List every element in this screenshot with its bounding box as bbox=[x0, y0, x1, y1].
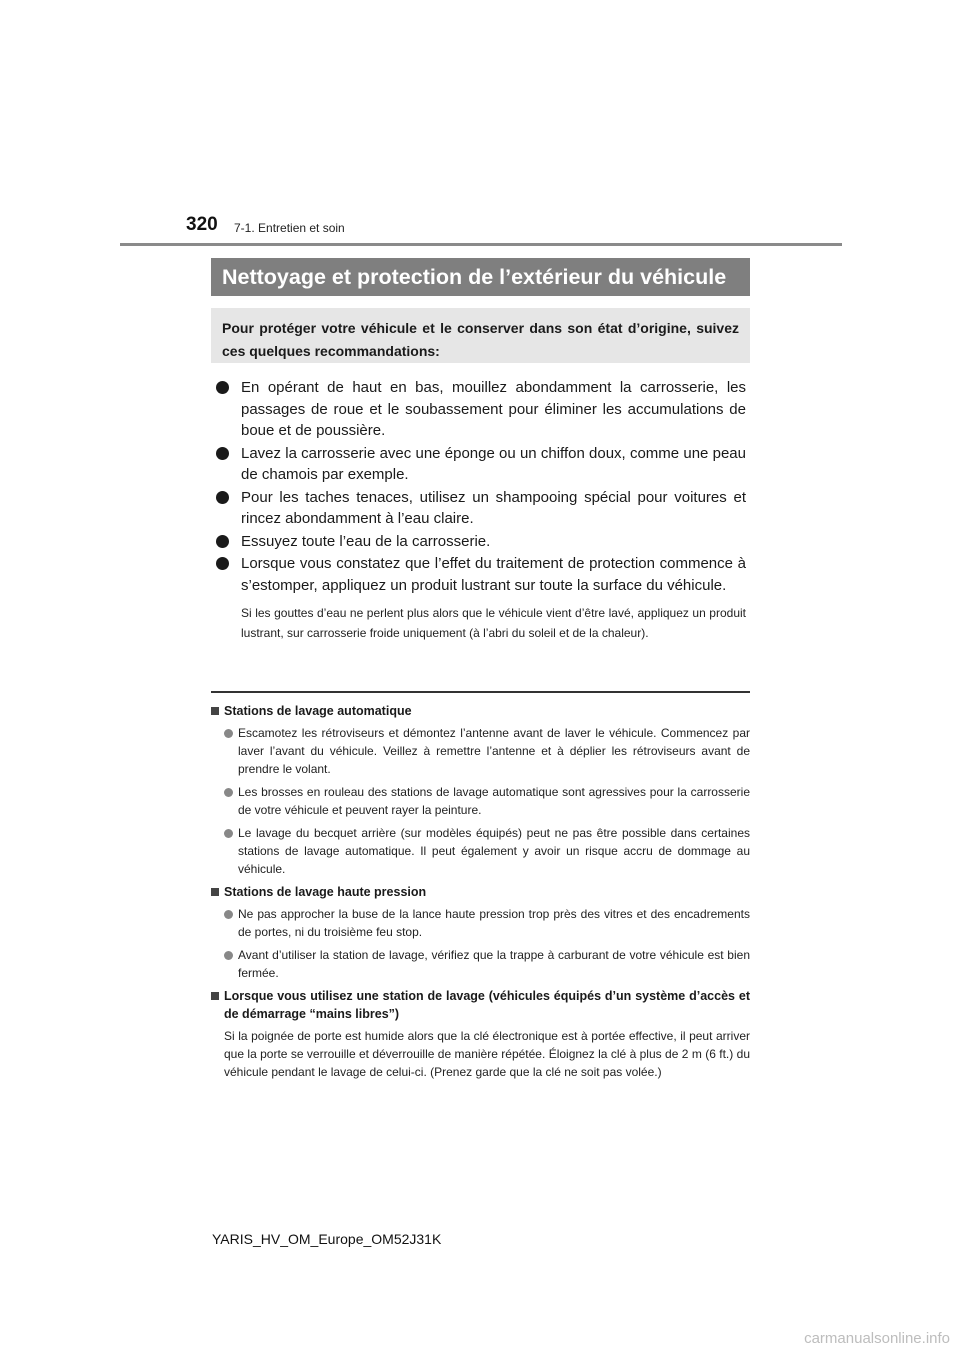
notes-section bbox=[211, 702, 750, 1081]
note-item-text: Ne pas approcher la buse de la lance haute pression trop près des vitres et des encadrements de portes, ni du troisième feu stop. bbox=[238, 907, 750, 939]
note-item-text: Les brosses en rouleau des stations de lavage automatique sont agressives pour la carrosserie de votre véhicule et peuvent rayer la peinture. bbox=[238, 785, 750, 817]
header-rule bbox=[120, 243, 842, 246]
note-item bbox=[224, 724, 750, 778]
note-heading-smart-key bbox=[211, 987, 750, 1023]
note-heading-text: Stations de lavage automatique bbox=[224, 704, 412, 718]
note-item-text: Avant d’utiliser la station de lavage, vérifiez que la trappe à carburant de votre véhicule est bien fermée. bbox=[238, 948, 750, 980]
page-number: 320 bbox=[186, 214, 218, 235]
list-item-text: Lorsque vous constatez que l’effet du traitement de protection commence à s’estomper, appliquez un produit lustrant sur toute la surface du véhicule. bbox=[241, 555, 746, 594]
page-title: Nettoyage et protection de l’extérieur du véhicule bbox=[211, 258, 750, 296]
list-item-text: En opérant de haut en bas, mouillez abondamment la carrosserie, les passages de roue et le soubassement pour éliminer les accumulations de boue et de poussière. bbox=[241, 379, 746, 439]
note-heading-text: Lorsque vous utilisez une station de lavage (véhicules équipés d’un système d’accès et de démarrage “mains libres”) bbox=[224, 989, 750, 1021]
list-item-text: Pour les taches tenaces, utilisez un shampooing spécial pour voitures et rincez abondamment à l’eau claire. bbox=[241, 488, 746, 527]
bullet-icon bbox=[224, 788, 233, 797]
note-heading-auto-wash bbox=[211, 702, 750, 720]
bullet-note: Si les gouttes d’eau ne perlent plus alors que le véhicule vient d’être lavé, appliquez un produit lustrant, sur carrosserie froide uniquement (à l’abri du soleil et de la chaleur). bbox=[241, 606, 746, 640]
square-bullet-icon bbox=[211, 707, 219, 715]
note-item bbox=[224, 783, 750, 819]
note-heading-text: Stations de lavage haute pression bbox=[224, 885, 427, 899]
notes-divider bbox=[211, 691, 750, 693]
note-paragraph: Si la poignée de porte est humide alors que la clé électronique est à portée effective, il peut arriver que la porte se verrouille et déverrouille de manière répétée. Éloignez la clé à plus de 2 m (6 ft.) du véhicule pendant le lavage de celui-ci. (Prenez garde que la clé ne soit pas volée.) bbox=[224, 1029, 750, 1079]
list-item bbox=[216, 531, 746, 553]
note-item bbox=[224, 824, 750, 878]
bullet-list bbox=[216, 377, 746, 643]
list-item bbox=[216, 443, 746, 486]
list-item bbox=[216, 487, 746, 530]
bullet-icon bbox=[224, 729, 233, 738]
list-item bbox=[216, 553, 746, 596]
list-item bbox=[216, 377, 746, 442]
section-label: 7-1. Entretien et soin bbox=[234, 221, 345, 235]
bullet-icon bbox=[216, 557, 229, 570]
list-item-text: Essuyez toute l’eau de la carrosserie. bbox=[241, 532, 491, 550]
square-bullet-icon bbox=[211, 888, 219, 896]
note-item bbox=[224, 946, 750, 982]
bullet-icon bbox=[216, 491, 229, 504]
note-item bbox=[224, 905, 750, 941]
bullet-icon bbox=[216, 535, 229, 548]
note-item-text: Le lavage du becquet arrière (sur modèles équipés) peut ne pas être possible dans certaines stations de lavage automatique. Il peut également y avoir un risque accru de dommage au véhicule. bbox=[238, 826, 750, 876]
bullet-icon bbox=[224, 951, 233, 960]
list-item-text: Lavez la carrosserie avec une éponge ou un chiffon doux, comme une peau de chamois par exemple. bbox=[241, 444, 746, 483]
bullet-icon bbox=[216, 447, 229, 460]
square-bullet-icon bbox=[211, 992, 219, 1000]
bullet-icon bbox=[224, 910, 233, 919]
bullet-icon bbox=[224, 829, 233, 838]
note-heading-high-pressure bbox=[211, 883, 750, 901]
bullet-icon bbox=[216, 381, 229, 394]
watermark: carmanualsonline.info bbox=[804, 1330, 950, 1347]
intro-box: Pour protéger votre véhicule et le conserver dans son état d’origine, suivez ces quelques recommandations: bbox=[211, 308, 750, 363]
footer-doc-id: YARIS_HV_OM_Europe_OM52J31K bbox=[212, 1231, 442, 1247]
note-item-text: Escamotez les rétroviseurs et démontez l’antenne avant de laver le véhicule. Commencez par laver l’avant du véhicule. Veillez à remettre l’antenne et à déplier les rétroviseurs avant de prendre le volant. bbox=[238, 726, 750, 776]
